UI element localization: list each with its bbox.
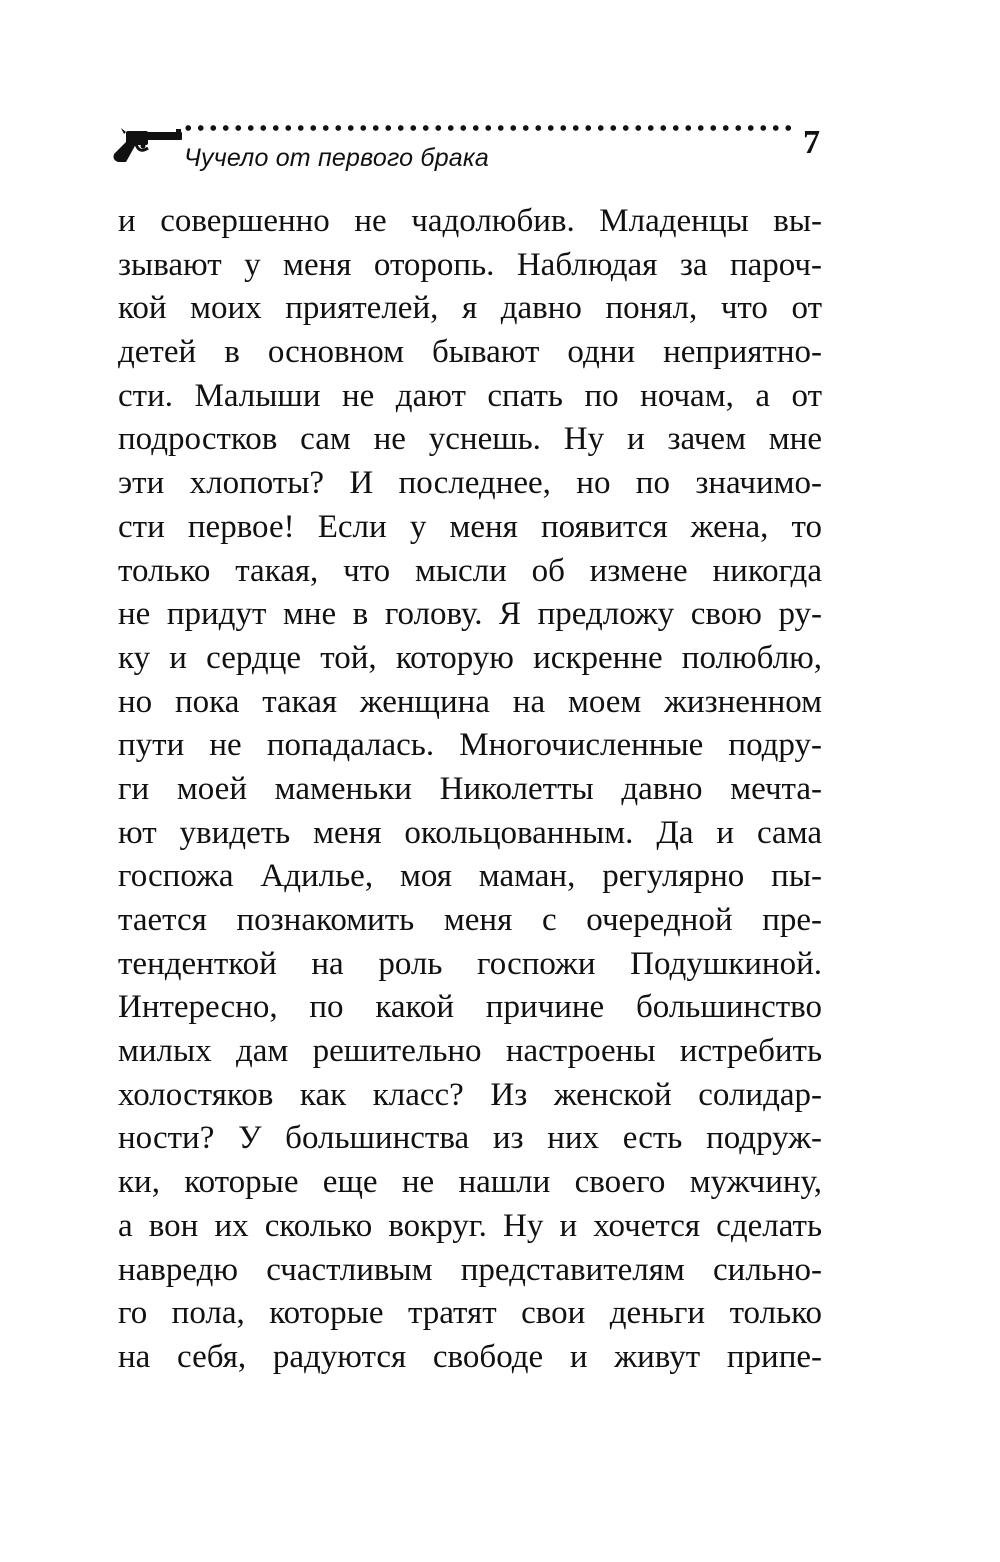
text-line: но пока такая женщина на моем жизненном: [118, 683, 822, 720]
book-title: Чучело от первого брака: [184, 144, 490, 172]
text-line: тается познакомить меня с очередной пре-: [118, 902, 822, 938]
page-number: 7: [803, 124, 820, 161]
text-line: сти. Малыши не дают спать по ночам, а от: [118, 377, 822, 414]
text-line: сти первое! Если у меня появится жена, то: [118, 508, 822, 545]
running-head: [112, 120, 828, 180]
dotted-rule: [182, 122, 794, 134]
text-line: ги моей маменьки Николетты давно мечта-: [118, 770, 822, 807]
text-line: холостяков как класс? Из женской солидар-: [118, 1076, 822, 1113]
text-line: эти хлопоты? И последнее, но по значимо-: [118, 465, 822, 502]
text-line: ку и сердце той, которую искренне полюблю,: [118, 639, 822, 676]
text-line: тенденткой на роль госпожи Подушкиной.: [118, 945, 822, 982]
text-line: детей в основном бывают одни неприятно-: [118, 334, 822, 371]
text-line: ют увидеть меня окольцованным. Да и сама: [118, 814, 822, 851]
text-line: навредю счастливым представителям сильно-: [118, 1251, 822, 1288]
text-line: ки, которые еще не нашли своего мужчину,: [118, 1164, 822, 1201]
body-text: [118, 200, 822, 1380]
text-line: на себя, радуются свободе и живут припе-: [118, 1338, 822, 1375]
text-line: и совершенно не чадолюбив. Младенцы вы-: [118, 203, 822, 239]
text-line: милых дам решительно настроены истребить: [118, 1033, 822, 1070]
text-line: зывают у меня оторопь. Наблюдая за пароч-: [118, 246, 822, 283]
text-line: ности? У большинства из них есть подруж-: [118, 1120, 822, 1157]
text-line: не придут мне в голову. Я предложу свою ру-: [118, 596, 822, 633]
text-line: пути не попадалась. Многочисленные подру-: [118, 727, 822, 764]
text-line: Интересно, по какой причине большинство: [118, 989, 822, 1026]
text-line: госпожа Адилье, моя маман, регулярно пы-: [118, 858, 822, 895]
text-line: кой моих приятелей, я давно понял, что от: [118, 290, 822, 327]
text-line: а вон их сколько вокруг. Ну и хочется сделать: [118, 1207, 822, 1244]
text-line: го пола, которые тратят свои деньги только: [118, 1295, 822, 1332]
text-line: подростков сам не уснешь. Ну и зачем мне: [118, 421, 822, 458]
text-line: только такая, что мысли об измене никогда: [118, 552, 822, 589]
revolver-icon: [112, 128, 184, 166]
